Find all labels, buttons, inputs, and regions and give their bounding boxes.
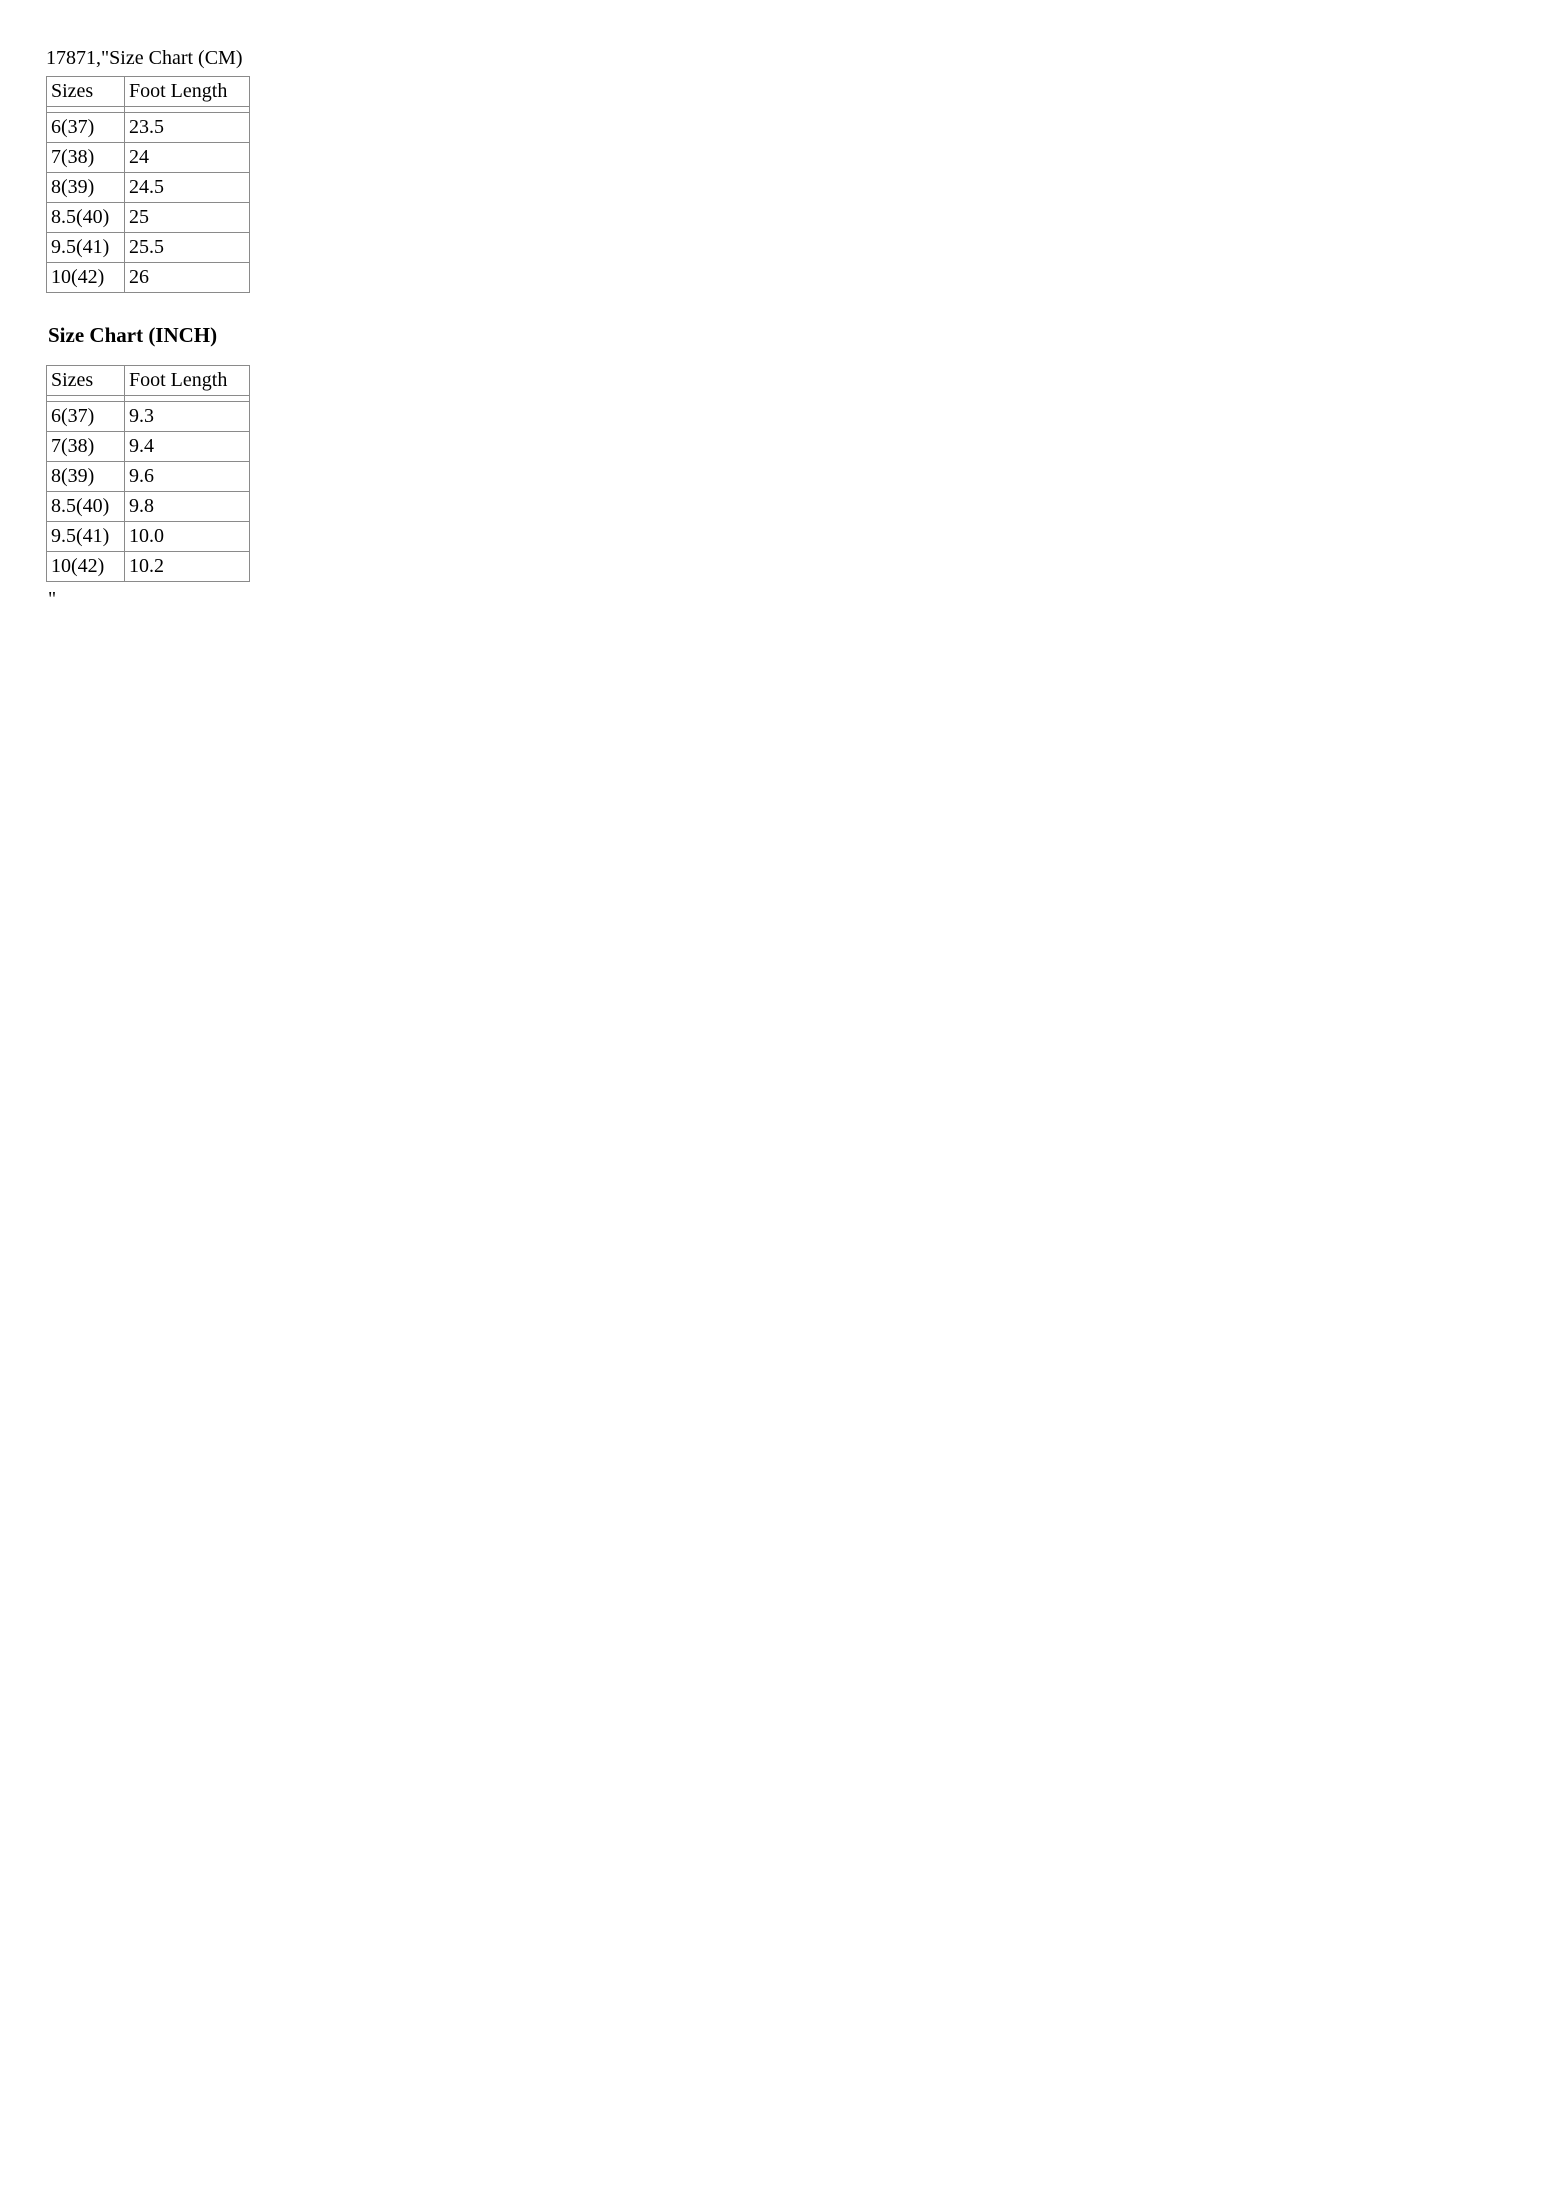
cell-foot-length: 24.5 [125,173,250,203]
inch-size-chart-table [46,365,250,582]
table-row [47,552,250,582]
table-row [47,203,250,233]
cell-size: 7(38) [47,143,125,173]
table-row [47,522,250,552]
table-row [47,113,250,143]
cell-size: 9.5(41) [47,233,125,263]
table-row [47,263,250,293]
cell-foot-length: 24 [125,143,250,173]
cm-chart-title: Size Chart (CM) [109,47,243,69]
cell-size: 8.5(40) [47,492,125,522]
cell-foot-length: 10.2 [125,552,250,582]
column-header-foot-length: Foot Length [125,77,250,107]
table-row [47,402,250,432]
record-id-prefix: 17871," [46,47,110,69]
cell-size: 8(39) [47,173,125,203]
table-row [47,173,250,203]
cell-foot-length: 10.0 [125,522,250,552]
cell-foot-length: 9.4 [125,432,250,462]
cm-size-chart-block [46,76,1550,293]
lead-line [46,46,1550,70]
inch-size-chart-block [46,365,1550,582]
cell-foot-length: 23.5 [125,113,250,143]
table-header-row [47,77,250,107]
inch-chart-title: Size Chart (INCH) [48,323,218,347]
table-row [47,492,250,522]
column-header-sizes: Sizes [47,77,125,107]
table-row [47,432,250,462]
cell-size: 9.5(41) [47,522,125,552]
cell-size: 8(39) [47,462,125,492]
cell-foot-length: 26 [125,263,250,293]
table-row [47,233,250,263]
cell-foot-length: 9.6 [125,462,250,492]
table-row [47,462,250,492]
cell-foot-length: 9.3 [125,402,250,432]
cell-size: 6(37) [47,402,125,432]
cm-size-chart-table [46,76,250,293]
trailing-quote: " [48,588,57,610]
table-header-row [47,366,250,396]
column-header-sizes: Sizes [47,366,125,396]
cell-size: 10(42) [47,263,125,293]
cell-size: 10(42) [47,552,125,582]
table-row [47,143,250,173]
cell-foot-length: 25.5 [125,233,250,263]
cell-foot-length: 9.8 [125,492,250,522]
cell-size: 6(37) [47,113,125,143]
cell-size: 7(38) [47,432,125,462]
cell-size: 8.5(40) [47,203,125,233]
column-header-foot-length: Foot Length [125,366,250,396]
cell-foot-length: 25 [125,203,250,233]
